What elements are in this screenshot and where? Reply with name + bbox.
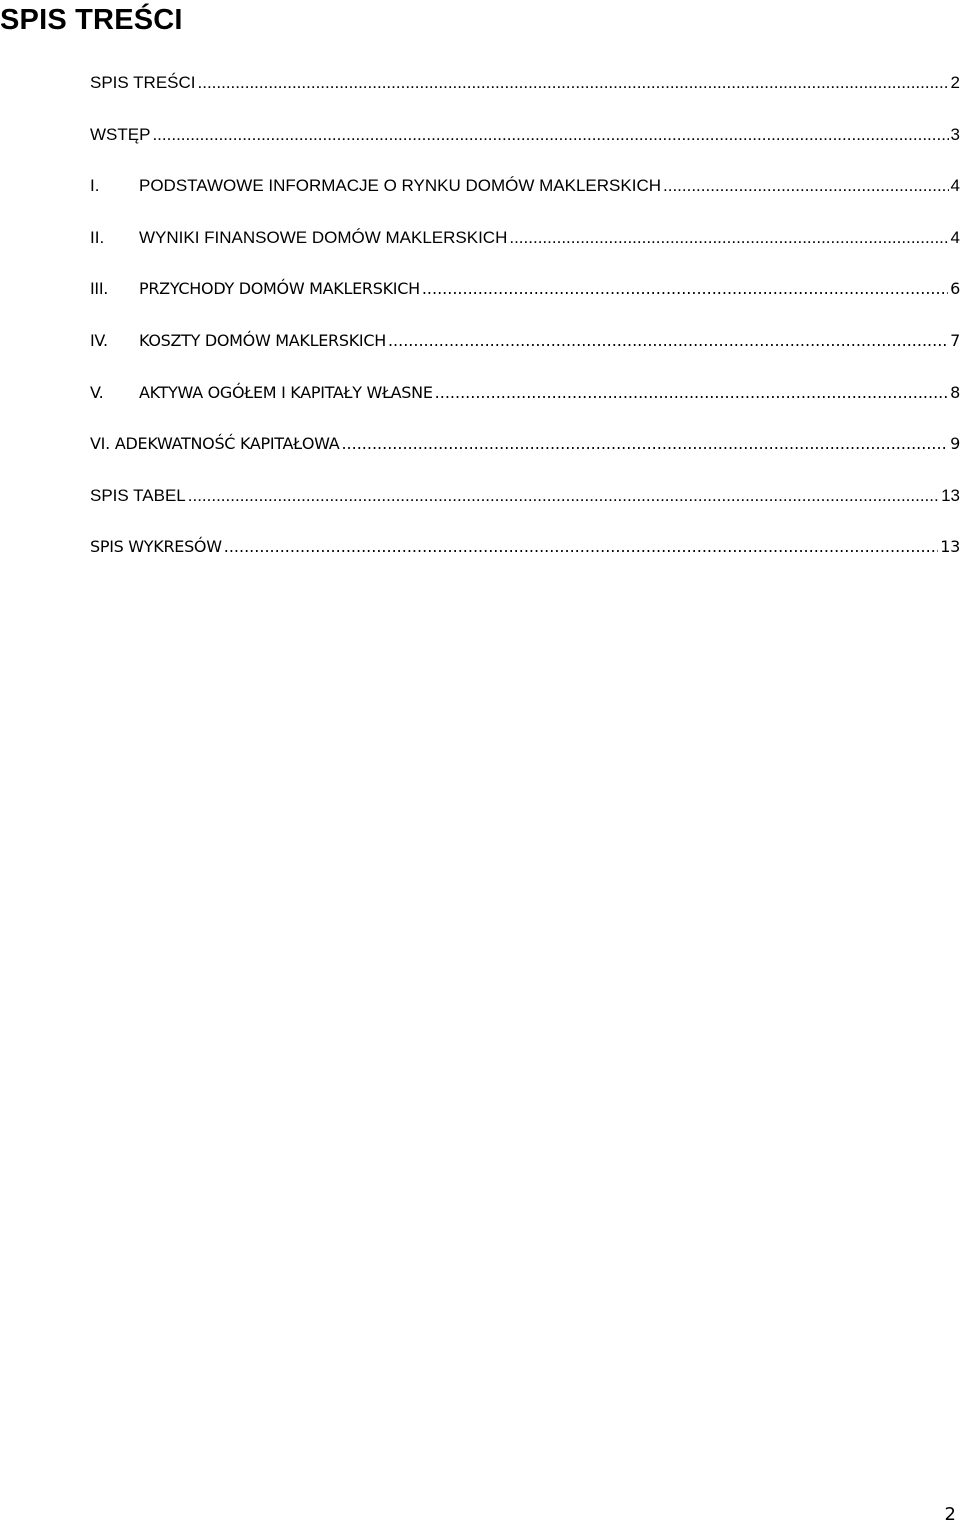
toc-entry-label: AKTYWA OGÓŁEM I KAPITAŁY WŁASNE — [139, 382, 433, 402]
toc-entry-label: ADEKWATNOŚĆ KAPITAŁOWA — [114, 434, 340, 454]
toc-entry-label: KOSZTY DOMÓW MAKLERSKICH — [139, 330, 386, 350]
toc-entry-page: 7 — [950, 330, 960, 350]
toc-entry-page: 2 — [950, 73, 960, 92]
toc-entry-label: SPIS TABEL — [90, 485, 186, 505]
toc-entry-label: SPIS WYKRESÓW — [90, 537, 222, 557]
toc-leader-dots — [224, 534, 938, 560]
toc-entry-label: PRZYCHODY DOMÓW MAKLERSKICH — [139, 279, 420, 299]
page-number: 2 — [944, 1504, 956, 1525]
toc-entry-number: II. — [90, 227, 105, 247]
toc-leader-dots — [509, 225, 948, 251]
table-of-contents — [90, 70, 960, 586]
toc-leader-dots — [198, 70, 949, 96]
toc-entry-aktywa[interactable] — [90, 380, 960, 432]
toc-entry-number: I. — [90, 176, 100, 196]
toc-leader-dots — [188, 483, 939, 509]
toc-entry-wstep[interactable] — [90, 122, 960, 174]
toc-entry-spis-wykresow[interactable] — [90, 534, 960, 586]
page-title: SPIS TREŚCI — [0, 4, 183, 36]
toc-entry-page: 3 — [950, 124, 960, 144]
toc-entry-page: 13 — [941, 485, 960, 505]
toc-entry-number: V. — [90, 382, 104, 402]
toc-entry-podstawowe-informacje[interactable] — [90, 173, 960, 225]
toc-leader-dots — [388, 328, 948, 354]
toc-entry-spis-tabel[interactable] — [90, 483, 960, 535]
toc-leader-dots — [422, 276, 948, 302]
toc-entry-label: WYNIKI FINANSOWE DOMÓW MAKLERSKICH — [139, 227, 508, 247]
toc-entry-page: 9 — [950, 434, 960, 454]
toc-entry-number: VI. — [90, 434, 110, 454]
toc-entry-number: IV. — [90, 330, 108, 350]
toc-entry-page: 13 — [940, 537, 960, 557]
toc-entry-page: 4 — [950, 176, 960, 196]
toc-entry-adekwatnosc[interactable] — [90, 431, 960, 483]
toc-entry-label: PODSTAWOWE INFORMACJE O RYNKU DOMÓW MAKLERSKICH — [139, 176, 661, 196]
toc-entry-label: SPIS TREŚCI — [90, 73, 196, 92]
toc-entry-number: III. — [90, 279, 109, 299]
toc-leader-dots — [663, 173, 949, 199]
toc-entry-page: 6 — [950, 279, 960, 299]
toc-entry-label: WSTĘP — [90, 124, 151, 144]
toc-entry-page: 8 — [950, 382, 960, 402]
toc-entry-page: 4 — [950, 227, 960, 247]
toc-entry-przychody[interactable] — [90, 276, 960, 328]
toc-leader-dots — [152, 122, 948, 148]
toc-entry-koszty[interactable] — [90, 328, 960, 380]
toc-entry-wyniki-finansowe[interactable] — [90, 225, 960, 277]
toc-leader-dots — [341, 431, 948, 457]
toc-leader-dots — [435, 380, 948, 406]
toc-entry-spis-tresci[interactable] — [90, 70, 960, 122]
